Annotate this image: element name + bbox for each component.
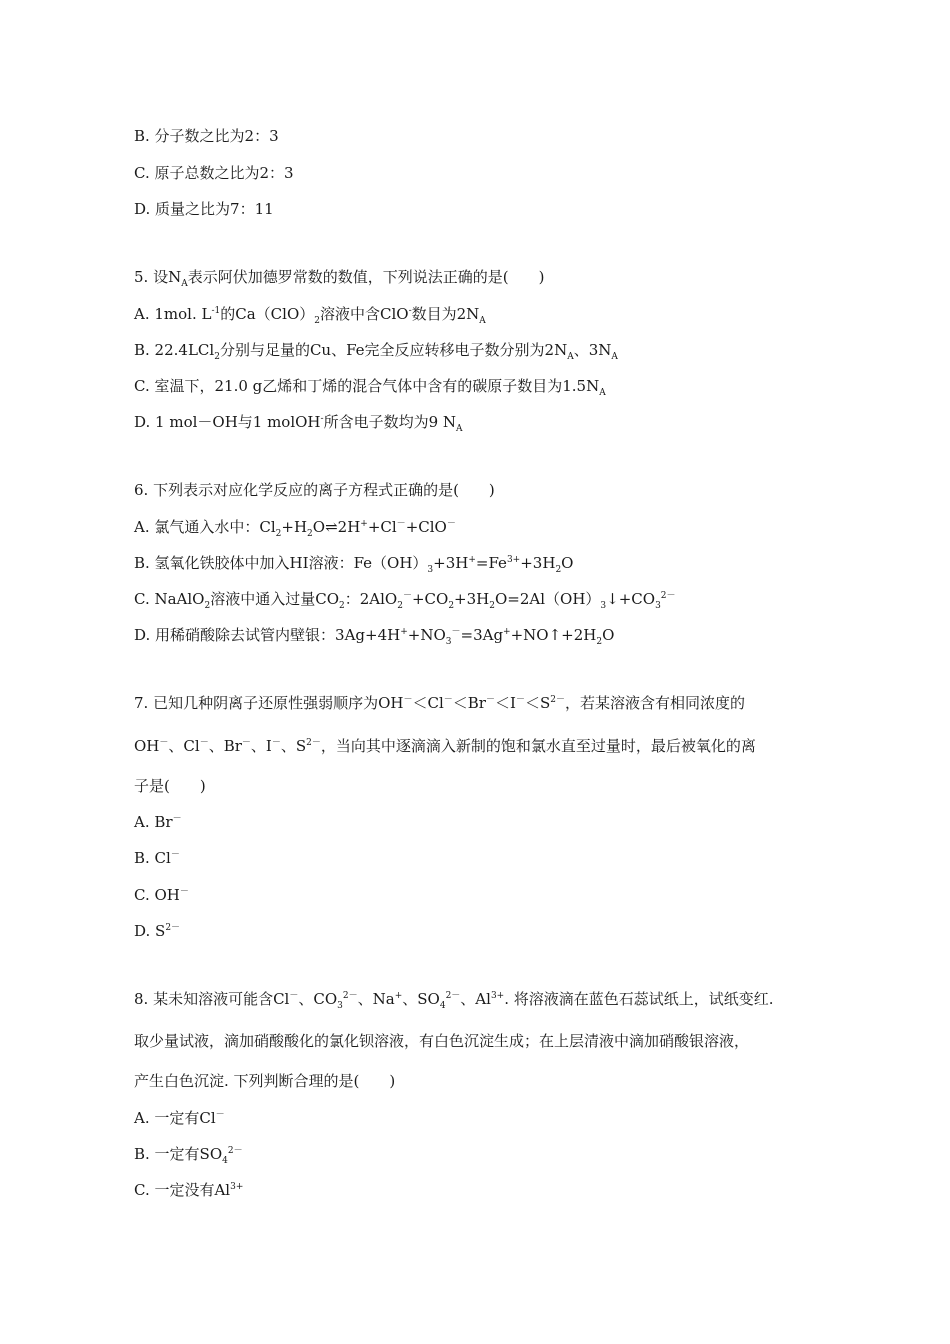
q6-option-d: D. 用稀硝酸除去试管内壁银：$3Ag+4H^++NO_3^-=3Ag^++NO↑+2H_2O$	[134, 626, 615, 647]
q7-option-a: A. Br－	[134, 813, 182, 831]
question-7-stem-line-2: OH－、Cl－、Br－、I－、$S^{2-}$，当向其中逐滴滴入新制的饱和氯水直至过量时，最后被氧化的离	[134, 737, 756, 755]
question-5-stem: 5. 设$N_A$表示阿伏加德罗常数的数值，下列说法正确的是( )	[134, 268, 545, 289]
question-8-stem-line-1: 8. 某未知溶液可能含Cl－、$CO_3^{2-}$、Na+、$SO_4^{2-}$、$Al^{3+}$. 将溶液滴在蓝色石蕊试纸上，试纸变红.	[134, 990, 774, 1011]
q7-option-d: D. $S^{2-}$	[134, 922, 181, 940]
q4-option-b: B. 分子数之比为2：3	[134, 127, 279, 145]
q7-option-b: B. Cl－	[134, 849, 180, 867]
q5-option-a: A. 1mol. $L^{-1}$的$Ca(ClO)_2$溶液中含ClO-数目为$2N_A$	[134, 305, 486, 326]
question-8-stem-line-3: 产生白色沉淀. 下列判断合理的是( )	[134, 1072, 396, 1090]
q6-option-b: B. 氢氧化铁胶体中加入HI溶液：$Fe(OH)_3+3H^+=Fe^{3+}+3H_2O$	[134, 554, 574, 575]
question-8-stem-line-2: 取少量试液，滴加硝酸酸化的氯化钡溶液，有白色沉淀生成；在上层清液中滴加硝酸银溶液，	[134, 1032, 750, 1050]
q6-option-c: C. NaAlO$_2$溶液中通入过量$CO_2$：$2AlO_2^-+CO_2+3H_2O=2Al(OH)_3↓+CO_3^{2-}$	[134, 590, 676, 611]
question-7-stem-line-1: 7. 已知几种阴离子还原性强弱顺序为$OH^-<Cl^-<Br^-<I^-<S^{2-}$，若某溶液含有相同浓度的	[134, 694, 745, 712]
q5-option-c: C. 室温下，21.0 g乙烯和丁烯的混合气体中含有的碳原子数目为$1.5N_A$	[134, 377, 606, 398]
question-6-stem: 6. 下列表示对应化学反应的离子方程式正确的是( )	[134, 481, 495, 499]
q8-option-b: B. 一定有$SO_4^{2-}$	[134, 1145, 243, 1166]
q8-option-a: A. 一定有Cl－	[134, 1109, 225, 1127]
q4-option-d: D. 质量之比为7：11	[134, 200, 274, 218]
q5-option-b: B. 22.4LCl$_2$分别与足量的Cu、Fe完全反应转移电子数分别为$2N_A$、$3N_A$	[134, 341, 618, 362]
q4-option-c: C. 原子总数之比为2：3	[134, 164, 294, 182]
q6-option-a: A. 氯气通入水中：$Cl_2+H_2O\rightleftharpoons 2H^++Cl^-+ClO^-$	[134, 518, 456, 539]
question-7-stem-line-3: 子是( )	[134, 777, 206, 795]
q5-option-d: D. 1 mol－OH与1 molOH-所含电子数均为9 $N_A$	[134, 413, 463, 434]
q8-option-c: C. 一定没有$Al^{3+}$	[134, 1181, 244, 1199]
q7-option-c: C. OH－	[134, 886, 189, 904]
